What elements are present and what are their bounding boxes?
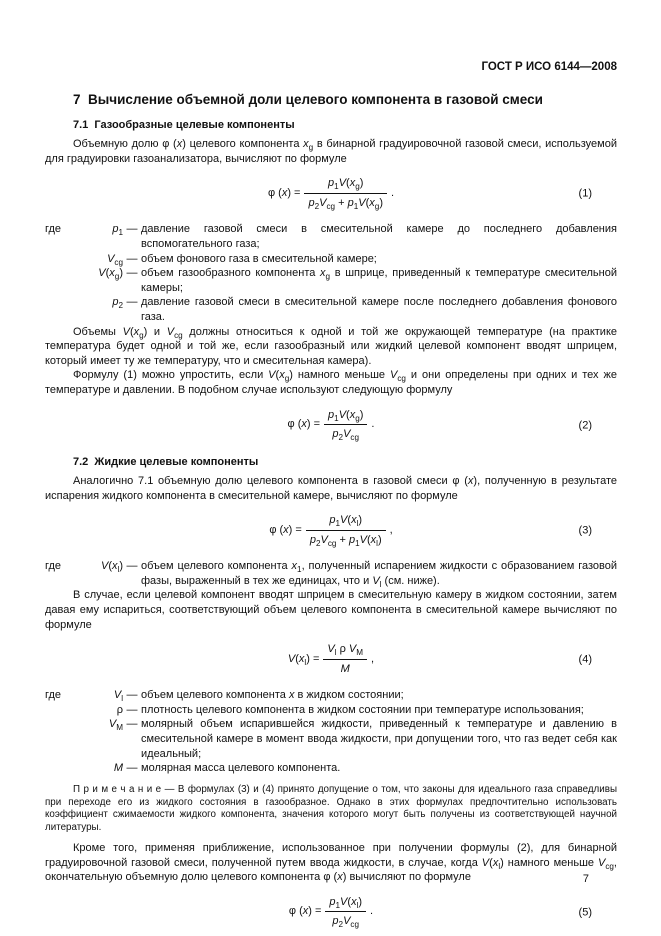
- definition-dash: —: [126, 762, 138, 775]
- definition-prefix: [45, 252, 71, 267]
- definition-term: $p_1$: [112, 223, 123, 238]
- formula-2-body: [288, 407, 375, 442]
- equation-number-1: (1): [578, 188, 592, 201]
- formula-3-lhs: φ (x) =: [269, 523, 302, 536]
- definition-term: ρ: [116, 703, 123, 716]
- formula-1: [45, 175, 617, 213]
- definition-prefix: [45, 266, 71, 295]
- formula-3-denominator: $p_2V_{cg} + p_1V(x_l)$: [309, 533, 382, 549]
- section-7-1-title: 7.1 Газообразные целевые компоненты: [73, 118, 295, 131]
- formula-5-body: [289, 894, 373, 929]
- definition-list-3: [45, 688, 617, 776]
- definition-dash: —: [126, 223, 138, 236]
- definition-desc: молярная масса целевого компонента.: [141, 762, 341, 775]
- definition-desc: объем газообразного компонента $x_g$ в шприце, приведенный к температуре смесительной камеры;: [141, 267, 617, 294]
- definition-prefix: [45, 295, 71, 324]
- definition-row: [45, 688, 617, 703]
- formula-1-denominator: $p_2V_{cg} + p_1V(x_g)$: [308, 196, 383, 212]
- definition-prefix: [45, 761, 71, 776]
- formula-5-lhs: φ (x) =: [288, 905, 322, 918]
- formula-4: [45, 641, 617, 679]
- definition-desc: плотность целевого компонента в жидком состоянии при температуре использования;: [141, 703, 584, 716]
- definition-term: $p_2$: [112, 296, 123, 311]
- definition-term: M: [113, 762, 123, 775]
- formula-4-body: [288, 641, 374, 676]
- formula-2-fraction: [324, 407, 367, 442]
- definition-dash: —: [126, 267, 138, 280]
- formula-1-tail: .: [390, 186, 395, 199]
- definition-desc: давление газовой смеси в смесительной камере до последнего добавления вспомогательного газа;: [141, 223, 617, 250]
- formula-2-denominator: $p_2V_{cg}$: [332, 428, 360, 443]
- definition-row: [45, 266, 617, 295]
- definition-dash: —: [126, 252, 138, 265]
- page-number: 7: [582, 873, 589, 885]
- formula-3-fraction: [306, 512, 386, 547]
- formula-3-body: [269, 512, 392, 547]
- definition-prefix: где: [45, 560, 62, 573]
- definition-row: [45, 295, 617, 324]
- definition-prefix: [45, 717, 71, 761]
- formula-4-fraction: [323, 641, 367, 676]
- formula-4-lhs: $V(x_l)$ =: [287, 652, 320, 667]
- definition-term: $V(x_l)$: [101, 560, 123, 575]
- formula-1-lhs: φ (x) =: [267, 186, 301, 199]
- formula-3: [45, 512, 617, 550]
- formula-1-body: [268, 175, 394, 210]
- definition-list-2: [45, 559, 617, 588]
- formula-4-denominator: M: [340, 662, 350, 675]
- definition-prefix: где: [45, 223, 62, 236]
- definition-desc: объем фонового газа в смесительной камере;: [141, 252, 377, 265]
- formula-2-numerator: $p_1V(x_g)$: [324, 407, 367, 426]
- section-7-2-title: 7.2 Жидкие целевые компоненты: [73, 455, 259, 468]
- formula-2: [45, 407, 617, 445]
- note-paragraph: П р и м е ч а н и е — В формулах (3) и (4) принято допущение о том, что законы для идеального газа справедливы при переходе его из жидкого состояния в газообразное. Однако в этих формулах предпочтительно использовать коэффициент сжимаемости жидкого компонента, значения которого могут быть получены из соответствующей научной литературы.: [45, 783, 617, 834]
- equation-number-4: (4): [578, 653, 592, 666]
- definition-row: [45, 222, 617, 251]
- definition-desc: объем целевого компонента $x_1$, полученный испарением жидкости с образованием газовой фазы, выраженный в тех же единицах, что и $V_l$ (см. ниже).: [141, 560, 617, 590]
- paragraph-7-1-intro: Объемную долю φ (x) целевого компонента $x_g$ в бинарной градуировочной газовой смеси, используемой для градуировки газоанализатора, вычисляют по формуле: [45, 138, 617, 165]
- definition-prefix: [45, 703, 71, 718]
- formula-1-fraction: [304, 175, 387, 210]
- definition-row: [45, 761, 617, 776]
- formula-1-numerator: $p_1V(x_g)$: [304, 175, 387, 194]
- equation-number-2: (2): [578, 419, 592, 432]
- section-7-title: 7 Вычисление объемной доли целевого компонента в газовой смеси: [73, 91, 543, 107]
- formula-3-tail: ,: [389, 523, 393, 536]
- paragraph-liquid-injection: В случае, если целевой компонент вводят шприцем в смесительную камеру в жидком состоянии, затем давая ему испариться, соответствующий объем целевого компонента в смесительной камере вычисляют по формуле: [45, 589, 617, 631]
- paragraph-volumes-note: Объемы $V(x_g)$ и $V_{cg}$ должны относиться к одной и той же окружающей температуре (на практике температура будет одной и той же, если газообразный или жидкий целевой компонент вводят шприцем, который имеет ту же температуру, что и смесительная камера).: [45, 325, 617, 367]
- formula-5-tail: .: [370, 905, 374, 918]
- equation-number-5: (5): [578, 906, 592, 919]
- definition-dash: —: [126, 560, 138, 573]
- formula-4-numerator: $V_l$ ρ $V_M$: [323, 641, 367, 660]
- formula-5: [45, 894, 617, 932]
- definition-list-1: [45, 222, 617, 324]
- definition-desc: давление газовой смеси в смесительной камере после последнего добавления фонового газа.: [141, 296, 617, 323]
- definition-term: $V_M$: [108, 718, 123, 733]
- definition-row: [45, 717, 617, 761]
- formula-4-tail: ,: [371, 652, 375, 665]
- definition-term: $V_{cg}$: [107, 252, 123, 267]
- definition-dash: —: [126, 296, 138, 309]
- definition-row: [45, 559, 617, 588]
- definition-dash: —: [126, 718, 138, 731]
- definition-term: $V_l$: [113, 689, 123, 704]
- definition-row: [45, 703, 617, 718]
- formula-5-numerator: $p_1V(x_l)$: [325, 894, 366, 913]
- formula-2-tail: .: [371, 417, 375, 430]
- definition-dash: —: [126, 689, 138, 702]
- definition-term: $V(x_g)$: [98, 267, 123, 282]
- definition-desc: молярный объем испарившейся жидкости, приведенный к температуре и давлению в смесительной камере в момент ввода жидкости, при допущении того, что газ ведет себя как идеальный;: [141, 718, 617, 760]
- formula-5-fraction: [325, 894, 366, 929]
- definition-prefix: где: [45, 689, 62, 702]
- definition-row: [45, 252, 617, 267]
- definition-desc: объем целевого компонента x в жидком состоянии;: [141, 689, 404, 702]
- paragraph-besides: Кроме того, применяя приближение, использованное при получении формулы (2), для бинарной градуировочной газовой смеси, полученной путем ввода жидкости, в случае, когда $V(x_l)$ намного меньше $V_{cg}$, окончательную объемную долю целевого компонента φ (x) вычисляют по формуле: [45, 842, 617, 884]
- equation-number-3: (3): [578, 524, 592, 537]
- document-header: ГОСТ Р ИСО 6144—2008: [481, 61, 617, 73]
- formula-2-lhs: φ (x) =: [287, 417, 321, 430]
- paragraph-simplify: Формулу (1) можно упростить, если $V(x_g)$ намного меньше $V_{cg}$ и они определены при одних и тех же температуре и давлении. В подобном случае используют следующую формулу: [45, 369, 617, 396]
- formula-5-denominator: $p_2V_{cg}$: [332, 915, 360, 930]
- paragraph-7-2-intro: Аналогично 7.1 объемную долю целевого компонента в газовой смеси φ (x), полученную в результате испарения жидкого компонента в смесительной камере, вычисляют по формуле: [45, 475, 618, 502]
- formula-3-numerator: $p_1V(x_l)$: [306, 512, 386, 531]
- definition-dash: —: [126, 703, 138, 716]
